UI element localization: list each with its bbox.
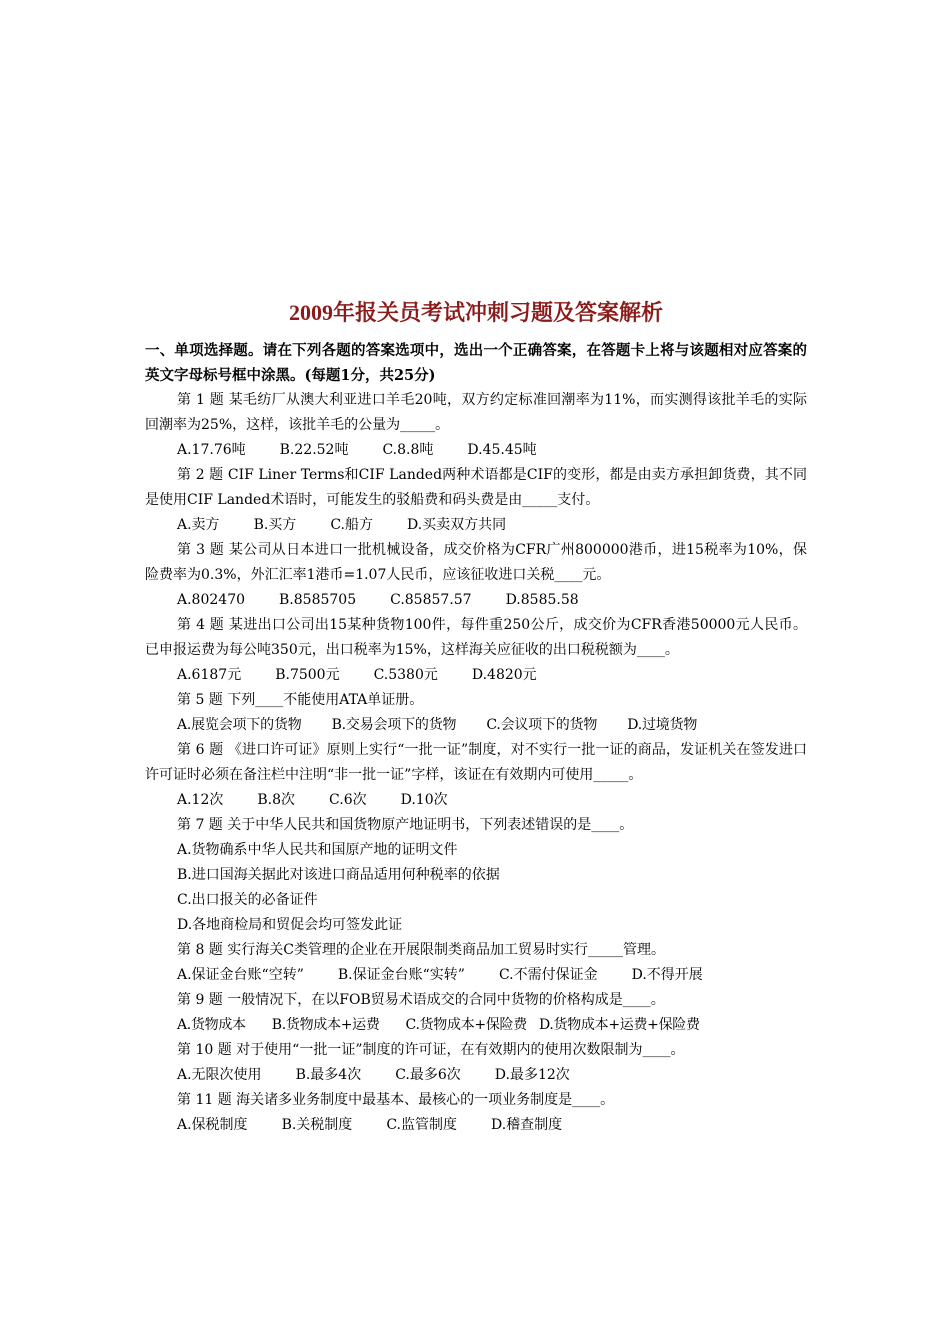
option: C.最多6次 (395, 1067, 461, 1083)
question-stem: 第 6 题 《进口许可证》原则上实行“一批一证”制度，对不实行一批一证的商品，发证机关在签发进口许可证时必须在备注栏中注明“非一批一证”字样，该证在有效期内可使用_____。 (145, 742, 807, 783)
question-stem: 第 9 题 一般情况下，在以FOB贸易术语成交的合同中货物的价格构成是____。 (177, 992, 665, 1008)
question-options (145, 1013, 807, 1038)
question-stem: 第 8 题 实行海关C类管理的企业在开展限制类商品加工贸易时实行_____管理。 (177, 942, 665, 958)
option: D.不得开展 (631, 967, 703, 983)
option: D.过境货物 (627, 717, 698, 733)
question-options (145, 438, 807, 463)
question-options (145, 588, 807, 613)
option: A.6187元 (177, 667, 242, 683)
option: A.12次 (177, 792, 224, 808)
question-stem: 第 11 题 海关诸多业务制度中最基本、最核心的一项业务制度是____。 (177, 1092, 615, 1108)
option: C.船方 (330, 517, 373, 533)
option: B.8585705 (279, 592, 357, 608)
question-stem: 第 3 题 某公司从日本进口一批机械设备，成交价格为CFR广州800000港币，进15税率为10%，保险费率为0.3%，外汇汇率1港币=1.07人民币，应该征收进口关税____元。 (145, 542, 807, 583)
option: D.8585.58 (505, 592, 579, 608)
option: B.保证金台账“实转” (337, 967, 465, 983)
option: A.展览会项下的货物 (177, 717, 302, 733)
option: B.买方 (253, 517, 297, 533)
option: C.出口报关的必备证件 (177, 892, 318, 908)
option: B.交易会项下的货物 (331, 717, 457, 733)
option: A.无限次使用 (177, 1067, 262, 1083)
option: D.4820元 (471, 667, 537, 683)
option: D.45.45吨 (467, 442, 537, 458)
option: A.802470 (177, 592, 246, 608)
option: B.进口国海关据此对该进口商品适用何种税率的依据 (177, 867, 500, 883)
question-stem: 第 7 题 关于中华人民共和国货物原产地证明书，下列表述错误的是____。 (177, 817, 634, 833)
option: C.6次 (329, 792, 367, 808)
section-heading: 一、单项选择题。请在下列各题的答案选项中，选出一个正确答案，在答题卡上将与该题相对应答案的英文字母标号框中涂黑。(每题1分，共25分) (145, 342, 807, 384)
question-options (145, 713, 807, 738)
question-stem: 第 4 题 某进出口公司出15某种货物100件，每件重250公斤，成交价为CFR香港50000元人民币。已申报运费为每公吨350元，出口税率为15%，这样海关应征收的出口税税额为____。 (145, 617, 807, 658)
option: D.最多12次 (494, 1067, 570, 1083)
option: A.17.76吨 (177, 442, 246, 458)
option: C.8.8吨 (382, 442, 434, 458)
option: C.监管制度 (386, 1117, 457, 1133)
question-options (145, 788, 807, 813)
option: D.10次 (400, 792, 448, 808)
question-options (145, 513, 807, 538)
option: A.卖方 (177, 517, 220, 533)
question-options (145, 1113, 807, 1138)
question-stem: 第 5 题 下列____不能使用ATA单证册。 (177, 692, 424, 708)
option: B.8次 (257, 792, 296, 808)
question-options (145, 1063, 807, 1088)
option: C.不需付保证金 (498, 967, 598, 983)
question-stem: 第 2 题 CIF Liner Terms和CIF Landed两种术语都是CIF的变形，都是由卖方承担卸货费，其不同是使用CIF Landed术语时，可能发生的驳船费和码头费是由_____支付。 (145, 467, 807, 508)
option: C.85857.57 (390, 592, 472, 608)
option: C.5380元 (373, 667, 438, 683)
document-page (145, 298, 807, 1138)
question-stem: 第 10 题 对于使用“一批一证”制度的许可证，在有效期内的使用次数限制为____。 (177, 1042, 685, 1058)
question-options (145, 663, 807, 688)
option: B.关税制度 (281, 1117, 353, 1133)
option: A.保证金台账“空转” (177, 967, 304, 983)
option: D.稽查制度 (490, 1117, 563, 1133)
option: B.货物成本+运费 (271, 1017, 380, 1033)
question-stem: 第 1 题 某毛纺厂从澳大利亚进口羊毛20吨，双方约定标准回潮率为11%，而实测得该批羊毛的实际回潮率为25%，这样，该批羊毛的公量为_____。 (145, 392, 807, 433)
option: B.22.52吨 (279, 442, 349, 458)
option: D.货物成本+运费+保险费 (538, 1017, 700, 1033)
option: A.保税制度 (177, 1117, 248, 1133)
option: A.货物确系中华人民共和国原产地的证明文件 (177, 842, 458, 858)
option: D.各地商检局和贸促会均可签发此证 (177, 917, 403, 933)
option: D.买卖双方共同 (406, 517, 507, 533)
option: B.7500元 (275, 667, 340, 683)
page-title: 2009年报关员考试冲刺习题及答案解析 (288, 300, 663, 325)
option: B.最多4次 (295, 1067, 362, 1083)
option: C.货物成本+保险费 (405, 1017, 527, 1033)
option: A.货物成本 (177, 1017, 246, 1033)
question-options (145, 963, 807, 988)
option: C.会议项下的货物 (486, 717, 598, 733)
